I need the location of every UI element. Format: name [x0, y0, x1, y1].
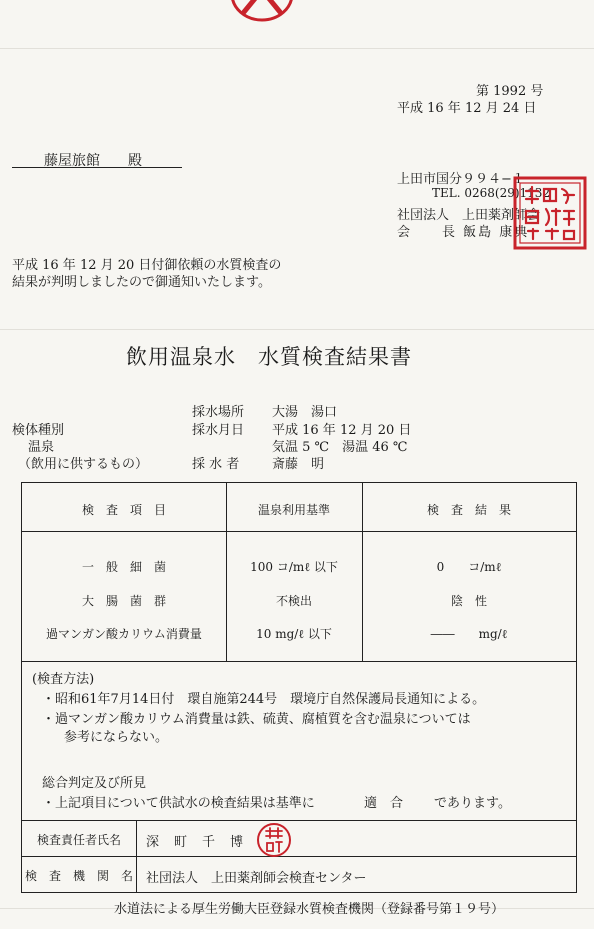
table-cell: ―― mg/ℓ	[430, 627, 508, 641]
sender-tel: TEL. 0268(29)1132	[432, 186, 551, 200]
inspector-seal-stamp	[256, 822, 292, 858]
notes-section	[21, 660, 577, 821]
document-title: 飲用温泉水 水質検査結果書	[126, 345, 412, 369]
table-header: 温泉利用基準	[257, 503, 330, 517]
results-table	[21, 482, 577, 662]
table-cell: 不検出	[275, 594, 312, 608]
sampler-label: 採 水 者	[192, 457, 240, 472]
sender-address: 上田市国分９９４−１	[397, 172, 525, 187]
sender-org: 社団法人 上田薬剤師会	[397, 208, 541, 223]
sample-kind-value: 温泉	[28, 440, 55, 455]
recipient-name: 藤屋旅館 殿	[44, 153, 142, 169]
table-header: 検 査 結 果	[426, 503, 511, 517]
intro-line-1: 平成 16 年 12 月 20 日付御依頼の水質検査の	[12, 258, 282, 273]
sample-date-value: 平成 16 年 12 月 20 日	[272, 423, 412, 438]
table-cell: 100 コ/mℓ 以下	[250, 560, 338, 574]
intro-line-2: 結果が判明しましたので御通知いたします。	[12, 275, 271, 290]
judgement-result: 適 合	[364, 796, 404, 811]
inspector-name: 深 町 千 博	[146, 835, 245, 850]
method-line-2: ・過マンガン酸カリウム消費量は鉄、硫黄、腐植質を含む温泉については	[42, 712, 471, 727]
sample-place-value: 大湯 湯口	[272, 405, 338, 420]
table-header: 検 査 項 目	[81, 503, 166, 517]
sampler-value: 斎藤 明	[272, 457, 325, 472]
table-cell: 過マンガン酸カリウム消費量	[46, 627, 202, 641]
square-seal-stamp	[512, 175, 588, 251]
judgement-heading: 総合判定及び所見	[42, 776, 147, 791]
table-cell: 0 コ/mℓ	[436, 560, 502, 574]
sample-temperature: 気温 5 ℃ 湯温 46 ℃	[272, 440, 408, 455]
inspection-agency-table	[21, 820, 577, 893]
issue-date: 平成 16 年 12 月 24 日	[397, 101, 537, 116]
fold-line	[0, 329, 594, 330]
sample-place-label: 採水場所	[192, 405, 245, 420]
sample-kind-label: 検体種別	[12, 423, 65, 438]
judgement-text: ・上記項目について供試水の検査結果は基準に	[42, 796, 315, 811]
judgement-suffix: であります。	[434, 796, 511, 811]
table-cell: 陰 性	[450, 594, 487, 608]
method-line-1: ・昭和61年7月14日付 環自施第244号 環境庁自然保護局長通知による。	[42, 692, 486, 707]
table-cell: 一 般 細 菌	[81, 560, 166, 574]
method-heading: (検査方法)	[32, 672, 95, 687]
sender-president: 会 長 飯島 康典	[397, 225, 530, 240]
table-cell: 大 腸 菌 群	[81, 594, 166, 608]
table-cell: 10 mg/ℓ 以下	[256, 627, 332, 641]
sample-date-label: 採水月日	[192, 423, 245, 438]
agency-name: 社団法人 上田薬剤師会検査センター	[146, 871, 367, 886]
method-line-3: 参考にならない。	[64, 730, 169, 745]
inspector-label: 検査責任者氏名	[36, 833, 121, 847]
red-seal-stamp	[228, 0, 296, 36]
agency-label: 検 査 機 関 名	[24, 869, 133, 883]
recipient-underline	[12, 167, 182, 168]
document-number: 第 1992 号	[476, 84, 544, 99]
registration-note: 水道法による厚生労働大臣登録水質検査機関（登録番号第１９号）	[114, 902, 505, 917]
fold-line	[0, 48, 594, 49]
sample-usage: （飲用に供するもの）	[18, 457, 149, 472]
